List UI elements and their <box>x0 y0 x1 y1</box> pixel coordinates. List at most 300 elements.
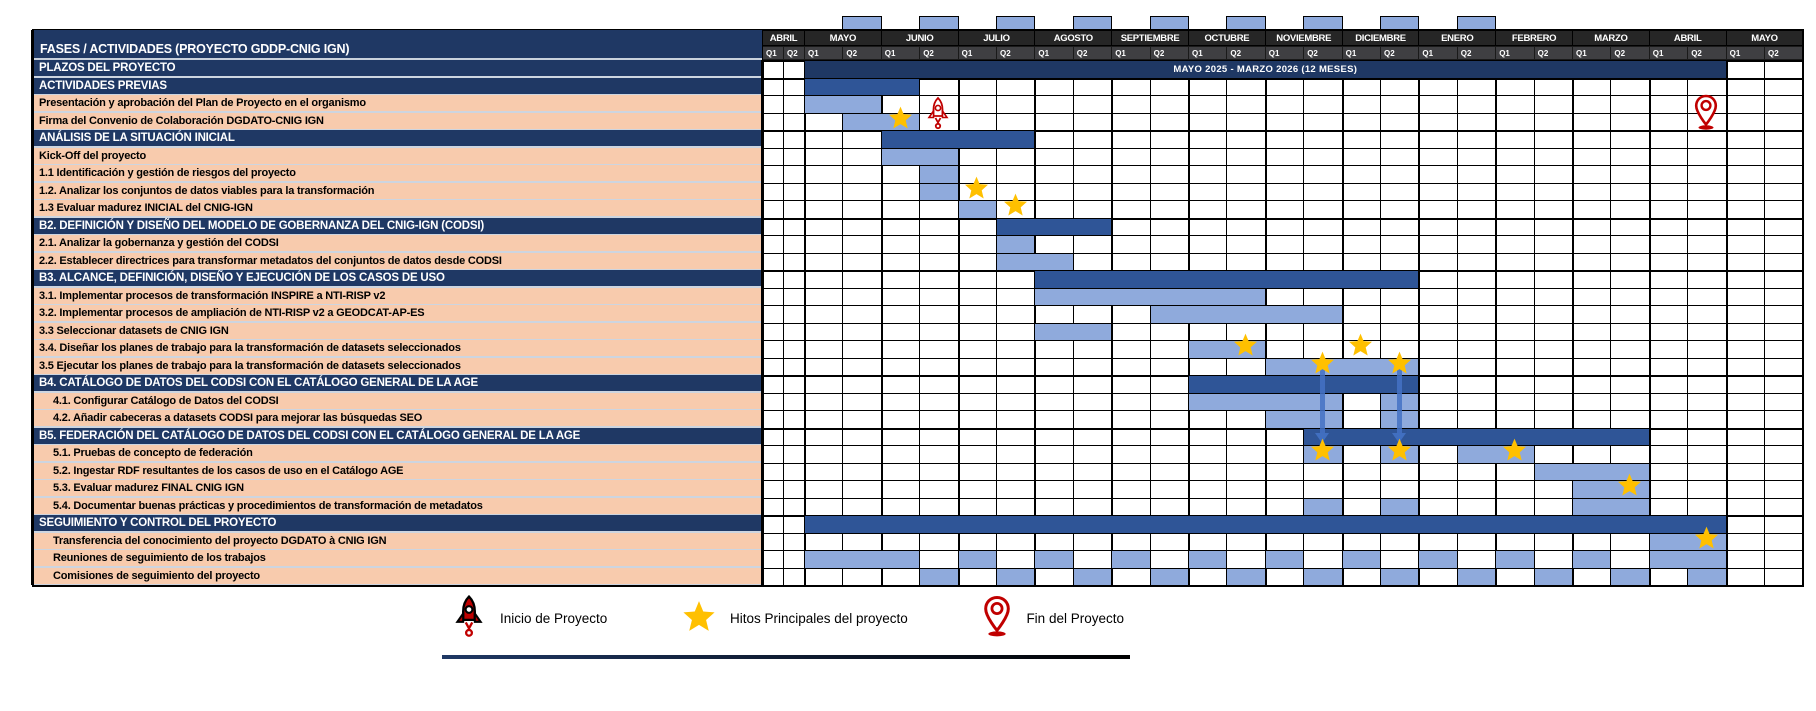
quarter-header[interactable]: Q1 <box>804 46 843 60</box>
grid-cell[interactable] <box>1034 568 1073 587</box>
task-cell[interactable] <box>1226 568 1265 587</box>
grid-cell[interactable] <box>919 218 958 237</box>
grid-cell[interactable] <box>958 568 997 587</box>
grid-cell[interactable] <box>1726 393 1765 412</box>
row-label[interactable]: 3.2. Implementar procesos de ampliación de NTI-RISP v2 a GEODCAT-AP-ES <box>34 305 762 323</box>
task-cell[interactable] <box>1150 568 1189 587</box>
quarter-header[interactable]: Q2 <box>1073 46 1112 60</box>
grid-cell[interactable] <box>762 183 784 202</box>
grid-cell[interactable] <box>1034 533 1073 552</box>
fortnight-tab[interactable] <box>1226 16 1265 30</box>
grid-cell[interactable] <box>1495 410 1534 429</box>
grid-cell[interactable] <box>1649 270 1688 289</box>
grid-cell[interactable] <box>1572 568 1611 587</box>
grid-cell[interactable] <box>762 340 784 359</box>
row-label[interactable]: 2.1. Analizar la gobernanza y gestión del CODSI <box>34 235 762 253</box>
grid-cell[interactable] <box>1764 288 1803 307</box>
grid-cell[interactable] <box>1457 218 1496 237</box>
grid-cell[interactable] <box>919 288 958 307</box>
grid-cell[interactable] <box>1495 463 1534 482</box>
grid-cell[interactable] <box>919 253 958 272</box>
grid-cell[interactable] <box>1726 358 1765 377</box>
grid-cell[interactable] <box>783 480 805 499</box>
grid-cell[interactable] <box>804 358 843 377</box>
grid-cell[interactable] <box>1418 375 1457 394</box>
section-bar[interactable] <box>1188 375 1419 394</box>
grid-cell[interactable] <box>958 498 997 517</box>
grid-cell[interactable] <box>1610 165 1649 184</box>
quarter-header[interactable]: Q1 <box>881 46 920 60</box>
grid-cell[interactable] <box>783 200 805 219</box>
grid-cell[interactable] <box>1150 323 1189 342</box>
grid-cell[interactable] <box>804 305 843 324</box>
grid-cell[interactable] <box>1610 445 1649 464</box>
grid-cell[interactable] <box>881 340 920 359</box>
grid-cell[interactable] <box>996 533 1035 552</box>
grid-cell[interactable] <box>1764 95 1803 114</box>
grid-cell[interactable] <box>1534 288 1573 307</box>
grid-cell[interactable] <box>804 130 843 149</box>
grid-cell[interactable] <box>1572 323 1611 342</box>
grid-cell[interactable] <box>1418 78 1457 97</box>
grid-cell[interactable] <box>1649 375 1688 394</box>
grid-cell[interactable] <box>1073 183 1112 202</box>
grid-cell[interactable] <box>783 60 805 79</box>
grid-cell[interactable] <box>1495 323 1534 342</box>
grid-cell[interactable] <box>804 568 843 587</box>
grid-cell[interactable] <box>1342 165 1381 184</box>
grid-cell[interactable] <box>1418 165 1457 184</box>
grid-cell[interactable] <box>1649 235 1688 254</box>
grid-cell[interactable] <box>1073 550 1112 569</box>
grid-cell[interactable] <box>1188 95 1227 114</box>
grid-cell[interactable] <box>996 113 1035 132</box>
grid-cell[interactable] <box>804 235 843 254</box>
grid-cell[interactable] <box>1726 218 1765 237</box>
grid-cell[interactable] <box>1572 288 1611 307</box>
grid-cell[interactable] <box>1764 253 1803 272</box>
grid-cell[interactable] <box>762 480 784 499</box>
grid-cell[interactable] <box>1764 375 1803 394</box>
grid-cell[interactable] <box>842 445 881 464</box>
grid-cell[interactable] <box>1034 375 1073 394</box>
grid-cell[interactable] <box>804 463 843 482</box>
task-cell[interactable] <box>1380 498 1419 517</box>
quarter-header[interactable]: Q1 <box>1111 46 1150 60</box>
month-header[interactable]: MARZO <box>1572 30 1650 46</box>
grid-cell[interactable] <box>1687 200 1726 219</box>
grid-cell[interactable] <box>1495 200 1534 219</box>
grid-cell[interactable] <box>881 218 920 237</box>
milestone-star-icon[interactable] <box>1003 192 1028 217</box>
grid-cell[interactable] <box>1726 445 1765 464</box>
grid-cell[interactable] <box>1649 200 1688 219</box>
grid-cell[interactable] <box>958 428 997 447</box>
grid-cell[interactable] <box>1687 375 1726 394</box>
grid-cell[interactable] <box>1150 78 1189 97</box>
grid-cell[interactable] <box>804 340 843 359</box>
grid-cell[interactable] <box>1495 183 1534 202</box>
grid-cell[interactable] <box>1457 183 1496 202</box>
grid-cell[interactable] <box>804 148 843 167</box>
month-header[interactable]: MAYO <box>1726 30 1804 46</box>
grid-cell[interactable] <box>958 218 997 237</box>
grid-cell[interactable] <box>1457 358 1496 377</box>
grid-cell[interactable] <box>1495 130 1534 149</box>
quarter-header[interactable]: Q1 <box>1418 46 1457 60</box>
grid-cell[interactable] <box>996 288 1035 307</box>
milestone-star-icon[interactable] <box>1387 350 1412 375</box>
grid-cell[interactable] <box>762 148 784 167</box>
grid-cell[interactable] <box>1303 480 1342 499</box>
grid-cell[interactable] <box>1265 200 1304 219</box>
task-cell[interactable] <box>1572 498 1650 517</box>
grid-cell[interactable] <box>1572 305 1611 324</box>
grid-cell[interactable] <box>1572 410 1611 429</box>
grid-cell[interactable] <box>842 323 881 342</box>
grid-cell[interactable] <box>1188 445 1227 464</box>
task-cell[interactable] <box>1572 550 1611 569</box>
grid-cell[interactable] <box>762 78 784 97</box>
grid-cell[interactable] <box>1265 568 1304 587</box>
quarter-header[interactable]: Q1 <box>958 46 997 60</box>
row-label[interactable]: SEGUIMIENTO Y CONTROL DEL PROYECTO <box>34 515 762 533</box>
grid-cell[interactable] <box>1726 235 1765 254</box>
project-span-bar[interactable]: MAYO 2025 - MARZO 2026 (12 MESES) <box>804 60 1727 79</box>
grid-cell[interactable] <box>996 445 1035 464</box>
grid-cell[interactable] <box>1610 288 1649 307</box>
grid-cell[interactable] <box>783 323 805 342</box>
grid-cell[interactable] <box>762 568 784 587</box>
grid-cell[interactable] <box>1649 253 1688 272</box>
grid-cell[interactable] <box>1265 253 1304 272</box>
grid-cell[interactable] <box>1380 305 1419 324</box>
grid-cell[interactable] <box>1534 113 1573 132</box>
grid-cell[interactable] <box>1764 218 1803 237</box>
grid-cell[interactable] <box>1418 288 1457 307</box>
grid-cell[interactable] <box>1534 95 1573 114</box>
grid-cell[interactable] <box>1418 130 1457 149</box>
grid-cell[interactable] <box>783 375 805 394</box>
grid-cell[interactable] <box>1457 410 1496 429</box>
grid-cell[interactable] <box>783 498 805 517</box>
grid-cell[interactable] <box>881 498 920 517</box>
grid-cell[interactable] <box>881 358 920 377</box>
grid-cell[interactable] <box>1073 95 1112 114</box>
task-cell[interactable] <box>1303 568 1342 587</box>
grid-cell[interactable] <box>1534 410 1573 429</box>
grid-cell[interactable] <box>1150 533 1189 552</box>
grid-cell[interactable] <box>919 323 958 342</box>
grid-cell[interactable] <box>1534 165 1573 184</box>
grid-cell[interactable] <box>842 568 881 587</box>
month-header[interactable]: MAYO <box>804 30 882 46</box>
grid-cell[interactable] <box>958 410 997 429</box>
grid-cell[interactable] <box>1649 78 1688 97</box>
row-label[interactable]: 4.2. Añadir cabeceras a datasets CODSI para mejorar las búsquedas SEO <box>34 410 762 428</box>
grid-cell[interactable] <box>1111 305 1150 324</box>
task-cell[interactable] <box>1034 550 1073 569</box>
grid-cell[interactable] <box>1226 148 1265 167</box>
grid-cell[interactable] <box>958 95 997 114</box>
grid-cell[interactable] <box>881 375 920 394</box>
quarter-header[interactable]: Q2 <box>1764 46 1803 60</box>
grid-cell[interactable] <box>1188 533 1227 552</box>
grid-cell[interactable] <box>1342 498 1381 517</box>
grid-cell[interactable] <box>1188 410 1227 429</box>
grid-cell[interactable] <box>996 428 1035 447</box>
grid-cell[interactable] <box>762 113 784 132</box>
grid-cell[interactable] <box>804 113 843 132</box>
grid-cell[interactable] <box>1111 410 1150 429</box>
grid-cell[interactable] <box>1457 305 1496 324</box>
grid-cell[interactable] <box>958 393 997 412</box>
grid-cell[interactable] <box>996 375 1035 394</box>
grid-cell[interactable] <box>1457 130 1496 149</box>
grid-cell[interactable] <box>804 393 843 412</box>
grid-cell[interactable] <box>1073 235 1112 254</box>
grid-cell[interactable] <box>881 445 920 464</box>
grid-cell[interactable] <box>1226 358 1265 377</box>
grid-cell[interactable] <box>1034 340 1073 359</box>
grid-cell[interactable] <box>842 183 881 202</box>
grid-cell[interactable] <box>762 498 784 517</box>
row-label[interactable]: B2. DEFINICIÓN Y DISEÑO DEL MODELO DE GOBERNANZA DEL CNIG-IGN (CODSI) <box>34 218 762 236</box>
grid-cell[interactable] <box>1342 445 1381 464</box>
row-label[interactable]: B3. ALCANCE, DEFINICIÓN, DISEÑO Y EJECUCIÓN DE LOS CASOS DE USO <box>34 270 762 288</box>
grid-cell[interactable] <box>1610 323 1649 342</box>
grid-cell[interactable] <box>1726 568 1765 587</box>
pin-icon[interactable] <box>1693 94 1719 130</box>
grid-cell[interactable] <box>1188 183 1227 202</box>
task-cell[interactable] <box>958 200 997 219</box>
grid-cell[interactable] <box>1764 533 1803 552</box>
grid-cell[interactable] <box>996 463 1035 482</box>
grid-cell[interactable] <box>1457 393 1496 412</box>
grid-cell[interactable] <box>1342 78 1381 97</box>
grid-cell[interactable] <box>1726 113 1765 132</box>
grid-cell[interactable] <box>1226 130 1265 149</box>
grid-cell[interactable] <box>1150 410 1189 429</box>
grid-cell[interactable] <box>1610 78 1649 97</box>
grid-cell[interactable] <box>762 60 784 79</box>
grid-cell[interactable] <box>1649 288 1688 307</box>
grid-cell[interactable] <box>1687 358 1726 377</box>
grid-cell[interactable] <box>1649 130 1688 149</box>
grid-cell[interactable] <box>1418 305 1457 324</box>
grid-cell[interactable] <box>1572 393 1611 412</box>
row-label[interactable]: 3.3 Seleccionar datasets de CNIG IGN <box>34 323 762 341</box>
quarter-header[interactable]: Q2 <box>919 46 958 60</box>
grid-cell[interactable] <box>1226 218 1265 237</box>
grid-cell[interactable] <box>783 568 805 587</box>
grid-cell[interactable] <box>842 340 881 359</box>
grid-cell[interactable] <box>958 113 997 132</box>
grid-cell[interactable] <box>1342 95 1381 114</box>
grid-cell[interactable] <box>1150 113 1189 132</box>
quarter-header[interactable]: Q2 <box>1226 46 1265 60</box>
row-label[interactable]: Reuniones de seguimiento de los trabajos <box>34 550 762 568</box>
grid-cell[interactable] <box>1226 253 1265 272</box>
grid-cell[interactable] <box>1610 533 1649 552</box>
grid-cell[interactable] <box>1380 288 1419 307</box>
grid-cell[interactable] <box>1610 375 1649 394</box>
task-cell[interactable] <box>958 550 997 569</box>
task-cell[interactable] <box>1034 288 1265 307</box>
grid-cell[interactable] <box>804 218 843 237</box>
grid-cell[interactable] <box>1150 218 1189 237</box>
grid-cell[interactable] <box>881 533 920 552</box>
grid-cell[interactable] <box>1534 305 1573 324</box>
grid-cell[interactable] <box>1226 550 1265 569</box>
grid-cell[interactable] <box>1073 340 1112 359</box>
grid-cell[interactable] <box>1726 533 1765 552</box>
grid-cell[interactable] <box>1380 218 1419 237</box>
grid-cell[interactable] <box>842 463 881 482</box>
grid-cell[interactable] <box>1111 445 1150 464</box>
grid-cell[interactable] <box>842 165 881 184</box>
grid-cell[interactable] <box>1726 253 1765 272</box>
grid-cell[interactable] <box>919 200 958 219</box>
milestone-star-icon[interactable] <box>1387 437 1412 462</box>
grid-cell[interactable] <box>919 480 958 499</box>
grid-cell[interactable] <box>1572 340 1611 359</box>
grid-cell[interactable] <box>1764 183 1803 202</box>
task-cell[interactable] <box>804 550 920 569</box>
grid-cell[interactable] <box>783 305 805 324</box>
task-cell[interactable] <box>1303 498 1342 517</box>
grid-cell[interactable] <box>919 375 958 394</box>
grid-cell[interactable] <box>1457 200 1496 219</box>
grid-cell[interactable] <box>762 323 784 342</box>
grid-cell[interactable] <box>1303 130 1342 149</box>
month-header[interactable]: JULIO <box>958 30 1036 46</box>
grid-cell[interactable] <box>1649 148 1688 167</box>
grid-cell[interactable] <box>842 148 881 167</box>
quarter-header[interactable]: Q1 <box>1265 46 1304 60</box>
grid-cell[interactable] <box>996 305 1035 324</box>
grid-cell[interactable] <box>1764 113 1803 132</box>
milestone-star-icon[interactable] <box>888 105 913 130</box>
grid-cell[interactable] <box>804 445 843 464</box>
grid-cell[interactable] <box>1687 148 1726 167</box>
grid-cell[interactable] <box>1610 270 1649 289</box>
grid-cell[interactable] <box>919 498 958 517</box>
grid-cell[interactable] <box>881 235 920 254</box>
grid-cell[interactable] <box>1495 78 1534 97</box>
grid-cell[interactable] <box>1150 253 1189 272</box>
fortnight-tab[interactable] <box>1150 16 1189 30</box>
grid-cell[interactable] <box>1572 95 1611 114</box>
grid-cell[interactable] <box>996 323 1035 342</box>
grid-cell[interactable] <box>1572 533 1611 552</box>
grid-cell[interactable] <box>1687 270 1726 289</box>
grid-cell[interactable] <box>1572 113 1611 132</box>
task-cell[interactable] <box>1265 550 1304 569</box>
grid-cell[interactable] <box>1572 200 1611 219</box>
grid-cell[interactable] <box>1303 533 1342 552</box>
grid-cell[interactable] <box>919 533 958 552</box>
quarter-header[interactable]: Q1 <box>1034 46 1073 60</box>
grid-cell[interactable] <box>1034 428 1073 447</box>
grid-cell[interactable] <box>1380 550 1419 569</box>
grid-cell[interactable] <box>1495 568 1534 587</box>
milestone-star-icon[interactable] <box>1617 472 1642 497</box>
grid-cell[interactable] <box>958 375 997 394</box>
grid-cell[interactable] <box>1610 200 1649 219</box>
grid-cell[interactable] <box>1764 358 1803 377</box>
grid-cell[interactable] <box>1111 375 1150 394</box>
grid-cell[interactable] <box>842 498 881 517</box>
grid-cell[interactable] <box>1226 165 1265 184</box>
quarter-header[interactable]: Q1 <box>1188 46 1227 60</box>
grid-cell[interactable] <box>1073 148 1112 167</box>
grid-cell[interactable] <box>996 393 1035 412</box>
task-cell[interactable] <box>996 235 1035 254</box>
grid-cell[interactable] <box>1034 463 1073 482</box>
grid-cell[interactable] <box>1073 253 1112 272</box>
grid-cell[interactable] <box>1303 550 1342 569</box>
grid-cell[interactable] <box>1380 253 1419 272</box>
grid-cell[interactable] <box>1726 165 1765 184</box>
grid-cell[interactable] <box>1418 95 1457 114</box>
grid-cell[interactable] <box>1380 165 1419 184</box>
grid-cell[interactable] <box>1649 218 1688 237</box>
grid-cell[interactable] <box>1726 130 1765 149</box>
task-cell[interactable] <box>919 568 958 587</box>
grid-cell[interactable] <box>1495 480 1534 499</box>
grid-cell[interactable] <box>804 183 843 202</box>
grid-cell[interactable] <box>1188 218 1227 237</box>
row-label[interactable]: 3.1. Implementar procesos de transformación INSPIRE a NTI-RISP v2 <box>34 288 762 306</box>
grid-cell[interactable] <box>783 463 805 482</box>
grid-cell[interactable] <box>804 480 843 499</box>
grid-cell[interactable] <box>1495 253 1534 272</box>
grid-cell[interactable] <box>1418 445 1457 464</box>
grid-cell[interactable] <box>919 550 958 569</box>
grid-cell[interactable] <box>1572 445 1611 464</box>
grid-cell[interactable] <box>1111 498 1150 517</box>
quarter-header[interactable]: Q2 <box>1687 46 1726 60</box>
grid-cell[interactable] <box>1342 183 1381 202</box>
grid-cell[interactable] <box>1610 340 1649 359</box>
grid-cell[interactable] <box>783 533 805 552</box>
grid-cell[interactable] <box>1342 305 1381 324</box>
task-cell[interactable] <box>1111 550 1150 569</box>
row-label[interactable]: 3.4. Diseñar los planes de trabajo para la transformación de datasets seleccionados <box>34 340 762 358</box>
grid-cell[interactable] <box>958 270 997 289</box>
task-cell[interactable] <box>881 148 959 167</box>
grid-cell[interactable] <box>1495 113 1534 132</box>
grid-cell[interactable] <box>1150 148 1189 167</box>
grid-cell[interactable] <box>1226 235 1265 254</box>
grid-cell[interactable] <box>1764 498 1803 517</box>
month-header[interactable]: ABRIL <box>762 30 805 46</box>
grid-cell[interactable] <box>1034 95 1073 114</box>
grid-cell[interactable] <box>1150 183 1189 202</box>
grid-cell[interactable] <box>783 393 805 412</box>
milestone-star-icon[interactable] <box>1310 350 1335 375</box>
grid-cell[interactable] <box>762 253 784 272</box>
grid-cell[interactable] <box>1265 183 1304 202</box>
row-label[interactable]: PLAZOS DEL PROYECTO <box>34 60 762 78</box>
grid-cell[interactable] <box>1726 183 1765 202</box>
grid-cell[interactable] <box>1380 183 1419 202</box>
grid-cell[interactable] <box>1073 200 1112 219</box>
quarter-header[interactable]: Q2 <box>1457 46 1496 60</box>
grid-cell[interactable] <box>1380 235 1419 254</box>
grid-cell[interactable] <box>1342 218 1381 237</box>
